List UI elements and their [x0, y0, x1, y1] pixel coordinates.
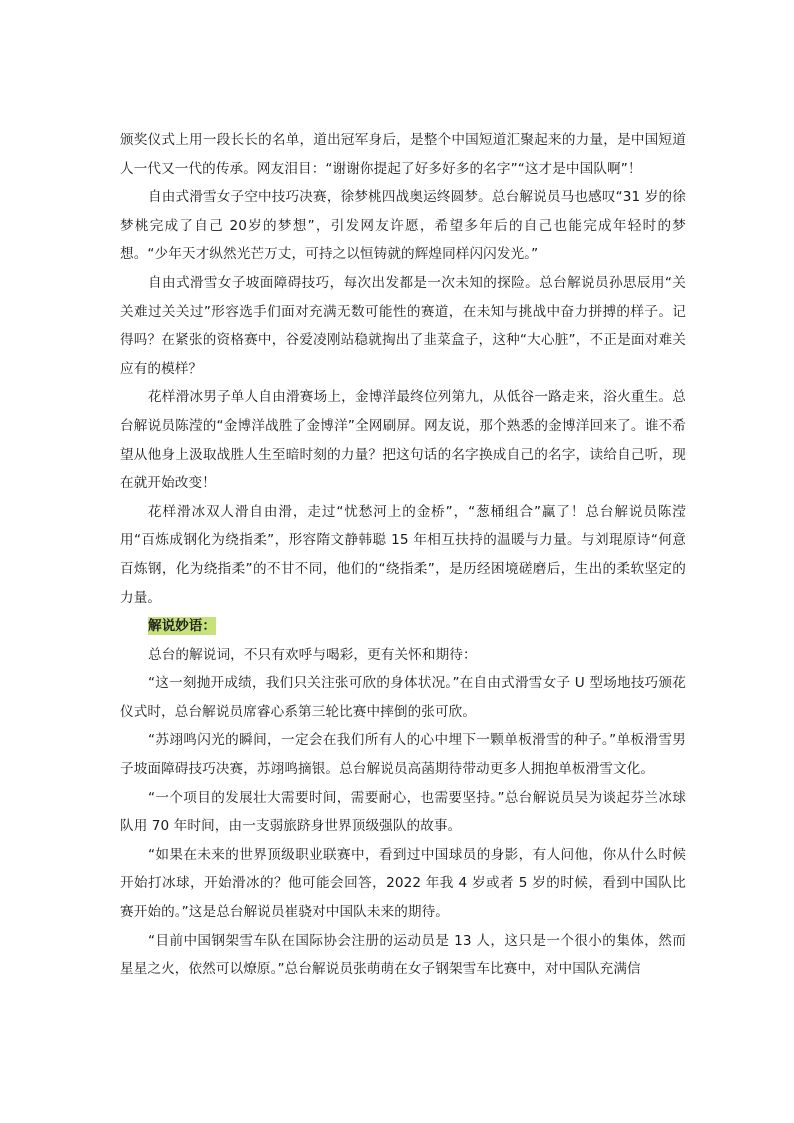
paragraph: 自由式滑雪女子空中技巧决赛，徐梦桃四战奥运终圆梦。总台解说员马也感叹“31 岁的徐梦桃完成了自己 20岁的梦想”，引发网友许愿，希望多年后的自己也能完成年轻时的梦想。“少年天才纵然光芒万丈，可持之以恒铸就的辉煌同样闪闪发光。”	[120, 189, 686, 263]
paragraph: 自由式滑雪女子坡面障碍技巧，每次出发都是一次未知的探险。总台解说员孙思辰用“关关难过关关过”形容选手们面对充满无数可能性的赛道，在未知与挑战中奋力拼搏的样子。记得吗？在紧张的资格赛中，谷爱凌刚站稳就掏出了韭菜盒子，这种“大心脏”，不正是面对难关应有的模样？	[120, 274, 686, 377]
paragraph: 花样滑冰男子单人自由滑赛场上，金博洋最终位列第九，从低谷一路走来，浴火重生。总台解说员陈滢的“金博洋战胜了金博洋”全网刷屏。网友说，那个熟悉的金博洋回来了。谁不希望从他身上汲取战胜人生至暗时刻的力量？把这句话的名字换成自己的名字，读给自己听，现在就开始改变！	[120, 389, 686, 492]
paragraph: “苏翊鸣闪光的瞬间，一定会在我们所有人的心中埋下一颗单板滑雪的种子。”单板滑雪男子坡面障碍技巧决赛，苏翊鸣摘银。总台解说员高菡期待带动更多人拥抱单板滑雪文化。	[120, 732, 686, 778]
paragraph: 总台的解说词，不只有欢呼与喝彩，更有关怀和期待：	[148, 646, 477, 663]
paragraph: “如果在未来的世界顶级职业联赛中，看到过中国球员的身影，有人问他，你从什么时候开始打冰球，开始滑冰的？他可能会回答，2022 年我 4 岁或者 5 岁的时候，看到中国队比赛开始的。”这是总台解说员崔骁对中国队未来的期待。	[120, 846, 686, 921]
section-heading	[120, 612, 686, 641]
paragraph: “这一刻抛开成绩，我们只关注张可欣的身体状况。”在自由式滑雪女子 U 型场地技巧颁花仪式时，总台解说员席睿心系第三轮比赛中摔倒的张可欣。	[120, 675, 686, 720]
paragraph: “一个项目的发展壮大需要时间，需要耐心，也需要坚持。”总台解说员吴为谈起芬兰冰球队用 70 年时间，由一支弱旅跻身世界顶级强队的故事。	[120, 789, 686, 835]
highlighted-heading-text: 解说妙语：	[148, 618, 216, 635]
document-body	[120, 126, 686, 984]
paragraph: 颁奖仪式上用一段长长的名单，道出冠军身后，是整个中国短道汇聚起来的力量，是中国短道人一代又一代的传承。网友泪目：“谢谢你提起了好多好多的名字”“这才是中国队啊”！	[120, 132, 686, 177]
paragraph: “目前中国钢架雪车队在国际协会注册的运动员是 13 人，这只是一个很小的集体，然而星星之火，依然可以燎原。”总台解说员张萌萌在女子钢架雪车比赛中，对中国队充满信	[120, 932, 686, 978]
paragraph: 花样滑冰双人滑自由滑，走过“忧愁河上的金桥”，“葱桶组合”赢了！总台解说员陈滢用“百炼成钢化为绕指柔”，形容隋文静韩聪 15 年相互扶持的温暖与力量。与刘琨原诗“何意百炼钢，化为绕指柔”的不甘不同，他们的“绕指柔”，是历经困境磋磨后，生出的柔软坚定的力量。	[120, 503, 686, 606]
